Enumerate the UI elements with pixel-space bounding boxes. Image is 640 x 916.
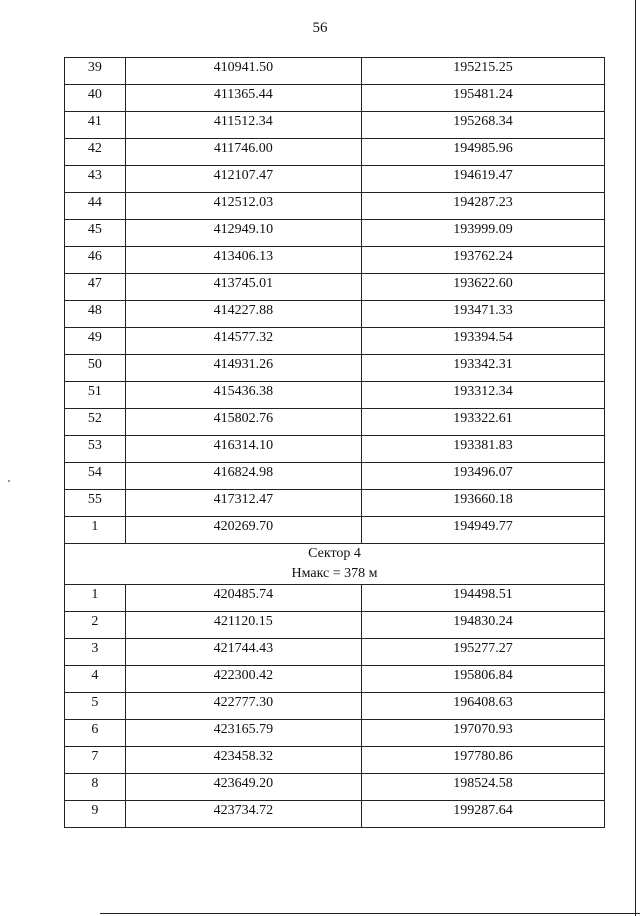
x-coordinate-cell: 413745.01 <box>125 274 361 301</box>
table-row <box>65 693 605 720</box>
table-row <box>65 382 605 409</box>
sector-title: Сектор 4 <box>308 546 361 561</box>
table-row <box>65 774 605 801</box>
y-coordinate-cell: 197780.86 <box>361 747 604 774</box>
y-coordinate-cell: 197070.93 <box>361 720 604 747</box>
x-coordinate-cell: 423165.79 <box>125 720 361 747</box>
point-number-cell: 54 <box>65 463 126 490</box>
x-coordinate-cell: 414931.26 <box>125 355 361 382</box>
x-coordinate-cell: 415436.38 <box>125 382 361 409</box>
point-number-cell: 48 <box>65 301 126 328</box>
x-coordinate-cell: 415802.76 <box>125 409 361 436</box>
x-coordinate-cell: 412949.10 <box>125 220 361 247</box>
table-row <box>65 463 605 490</box>
point-number-cell: 39 <box>65 58 126 85</box>
sector-max-height: Hмакс = 378 м <box>291 566 378 581</box>
table-row <box>65 139 605 166</box>
x-coordinate-cell: 422777.30 <box>125 693 361 720</box>
point-number-cell: 52 <box>65 409 126 436</box>
table-row <box>65 85 605 112</box>
point-number-cell: 51 <box>65 382 126 409</box>
x-coordinate-cell: 422300.42 <box>125 666 361 693</box>
table-row <box>65 328 605 355</box>
point-number-cell: 1 <box>65 585 126 612</box>
x-coordinate-cell: 412512.03 <box>125 193 361 220</box>
y-coordinate-cell: 195277.27 <box>361 639 604 666</box>
x-coordinate-cell: 414227.88 <box>125 301 361 328</box>
table-row <box>65 666 605 693</box>
point-number-cell: 9 <box>65 801 126 828</box>
y-coordinate-cell: 193394.54 <box>361 328 604 355</box>
table-row <box>65 612 605 639</box>
x-coordinate-cell: 416824.98 <box>125 463 361 490</box>
x-coordinate-cell: 423649.20 <box>125 774 361 801</box>
y-coordinate-cell: 193471.33 <box>361 301 604 328</box>
x-coordinate-cell: 411512.34 <box>125 112 361 139</box>
table-row <box>65 585 605 612</box>
point-number-cell: 42 <box>65 139 126 166</box>
scan-speck <box>8 480 10 482</box>
point-number-cell: 5 <box>65 693 126 720</box>
x-coordinate-cell: 412107.47 <box>125 166 361 193</box>
scan-frame-bottom <box>100 913 640 914</box>
coordinates-table <box>64 57 605 828</box>
x-coordinate-cell: 416314.10 <box>125 436 361 463</box>
y-coordinate-cell: 194287.23 <box>361 193 604 220</box>
x-coordinate-cell: 420269.70 <box>125 517 361 544</box>
table-row <box>65 247 605 274</box>
point-number-cell: 7 <box>65 747 126 774</box>
y-coordinate-cell: 193496.07 <box>361 463 604 490</box>
table-row <box>65 193 605 220</box>
table-row <box>65 274 605 301</box>
table-row <box>65 490 605 517</box>
x-coordinate-cell: 411365.44 <box>125 85 361 112</box>
point-number-cell: 53 <box>65 436 126 463</box>
point-number-cell: 43 <box>65 166 126 193</box>
y-coordinate-cell: 194949.77 <box>361 517 604 544</box>
table-row <box>65 355 605 382</box>
y-coordinate-cell: 193622.60 <box>361 274 604 301</box>
point-number-cell: 2 <box>65 612 126 639</box>
point-number-cell: 4 <box>65 666 126 693</box>
y-coordinate-cell: 195806.84 <box>361 666 604 693</box>
point-number-cell: 49 <box>65 328 126 355</box>
sector-header-cell <box>65 544 605 585</box>
y-coordinate-cell: 193999.09 <box>361 220 604 247</box>
point-number-cell: 47 <box>65 274 126 301</box>
x-coordinate-cell: 421744.43 <box>125 639 361 666</box>
table-row <box>65 301 605 328</box>
scan-frame-right <box>635 0 636 916</box>
x-coordinate-cell: 423734.72 <box>125 801 361 828</box>
y-coordinate-cell: 193660.18 <box>361 490 604 517</box>
table-row <box>65 409 605 436</box>
y-coordinate-cell: 194619.47 <box>361 166 604 193</box>
y-coordinate-cell: 195215.25 <box>361 58 604 85</box>
point-number-cell: 3 <box>65 639 126 666</box>
y-coordinate-cell: 193312.34 <box>361 382 604 409</box>
x-coordinate-cell: 410941.50 <box>125 58 361 85</box>
table-row <box>65 720 605 747</box>
table-row <box>65 801 605 828</box>
table-row <box>65 639 605 666</box>
point-number-cell: 50 <box>65 355 126 382</box>
y-coordinate-cell: 193342.31 <box>361 355 604 382</box>
table-row <box>65 166 605 193</box>
x-coordinate-cell: 423458.32 <box>125 747 361 774</box>
point-number-cell: 44 <box>65 193 126 220</box>
page-number: 56 <box>312 20 328 36</box>
sector-header-row <box>65 544 605 585</box>
y-coordinate-cell: 196408.63 <box>361 693 604 720</box>
y-coordinate-cell: 194498.51 <box>361 585 604 612</box>
point-number-cell: 45 <box>65 220 126 247</box>
point-number-cell: 6 <box>65 720 126 747</box>
table-row <box>65 58 605 85</box>
x-coordinate-cell: 417312.47 <box>125 490 361 517</box>
x-coordinate-cell: 411746.00 <box>125 139 361 166</box>
x-coordinate-cell: 413406.13 <box>125 247 361 274</box>
table-row <box>65 517 605 544</box>
point-number-cell: 1 <box>65 517 126 544</box>
table-row <box>65 747 605 774</box>
y-coordinate-cell: 198524.58 <box>361 774 604 801</box>
y-coordinate-cell: 199287.64 <box>361 801 604 828</box>
point-number-cell: 40 <box>65 85 126 112</box>
table-row <box>65 112 605 139</box>
y-coordinate-cell: 195481.24 <box>361 85 604 112</box>
coordinates-table-body <box>65 58 605 828</box>
table-row <box>65 436 605 463</box>
y-coordinate-cell: 193762.24 <box>361 247 604 274</box>
point-number-cell: 55 <box>65 490 126 517</box>
point-number-cell: 46 <box>65 247 126 274</box>
table-row <box>65 220 605 247</box>
x-coordinate-cell: 421120.15 <box>125 612 361 639</box>
x-coordinate-cell: 414577.32 <box>125 328 361 355</box>
y-coordinate-cell: 193322.61 <box>361 409 604 436</box>
point-number-cell: 41 <box>65 112 126 139</box>
y-coordinate-cell: 195268.34 <box>361 112 604 139</box>
x-coordinate-cell: 420485.74 <box>125 585 361 612</box>
y-coordinate-cell: 193381.83 <box>361 436 604 463</box>
y-coordinate-cell: 194985.96 <box>361 139 604 166</box>
point-number-cell: 8 <box>65 774 126 801</box>
y-coordinate-cell: 194830.24 <box>361 612 604 639</box>
